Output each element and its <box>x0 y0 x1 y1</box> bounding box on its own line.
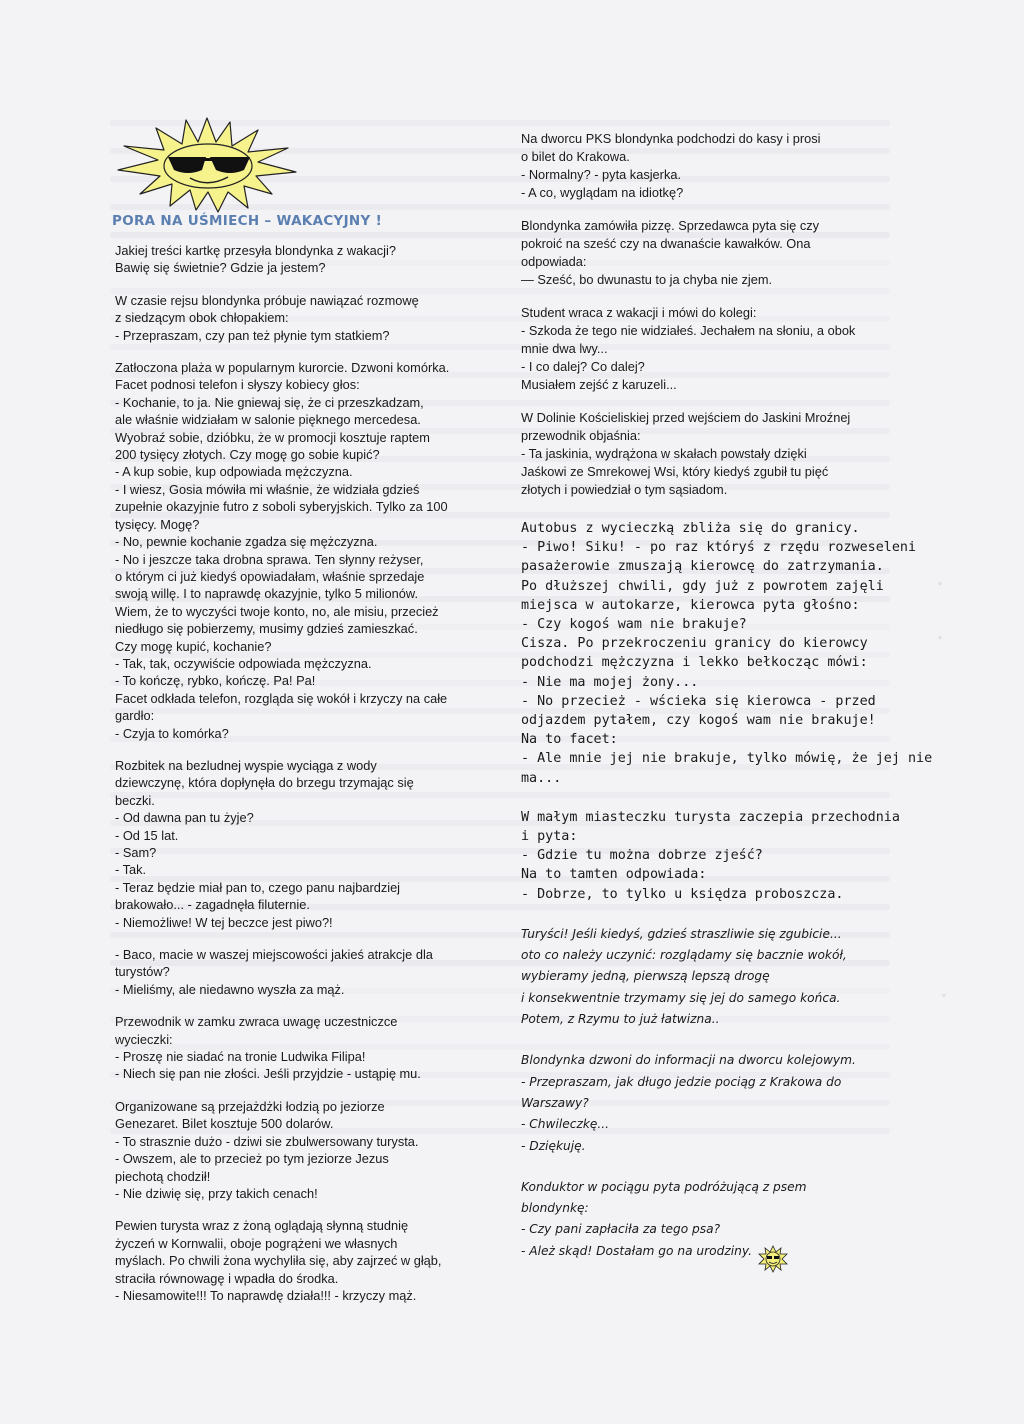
small-sun-with-sunglasses-icon <box>758 1245 788 1273</box>
text-line: ale właśnie widziałam w salonie pięknego mercedesa. <box>115 412 421 428</box>
joke-paragraph <box>115 359 480 742</box>
text-line: Jakiej treści kartkę przesyła blondynka z wakacji? <box>115 243 396 258</box>
joke-paragraph <box>521 924 881 1030</box>
text-line: pasażerowie zmuszają kierowcę do zatrzymania. <box>521 559 884 575</box>
text-line: - No, pewnie kochanie zgadza się mężczyzna. <box>115 534 378 550</box>
text-line: Blondynka dzwoni do informacji na dworcu kolejowym. <box>521 1053 856 1068</box>
text-line: Blondynka zamówiła pizzę. Sprzedawca pyta się czy <box>521 218 820 233</box>
text-line: dziewczynę, która dopłynęła do brzegu trzymając się <box>115 775 414 791</box>
text-line: Na to facet: <box>521 732 618 748</box>
text-line: - Dziękuję. <box>521 1138 586 1153</box>
text-line: swoją willę. I to naprawdę okazyjnie, tylko 5 milionów. <box>115 586 419 602</box>
text-line: W czasie rejsu blondynka próbuje nawiązać rozmowę <box>115 292 419 308</box>
text-line: beczki. <box>115 792 155 808</box>
text-line: Jaśkowi ze Smrekowej Wsi, który kiedyś zgubił tu pięć <box>521 464 829 479</box>
text-line: wybieramy jedną, pierwszą lepszą drogę <box>521 969 770 984</box>
page-title: PORA NA UŚMIECH – WAKACYJNY ! <box>112 213 383 229</box>
text-line: Konduktor w pociągu pyta podróżującą z psem <box>521 1179 807 1194</box>
text-line: turystów? <box>115 964 170 980</box>
joke-paragraph <box>521 808 900 904</box>
text-line: - A kup sobie, kup odpowiada mężczyzna. <box>115 464 353 480</box>
right-column <box>521 130 933 1262</box>
text-line: pokroić na sześć czy na dwanaście kawałków. Ona <box>521 236 811 251</box>
paragraph-gap <box>115 277 480 292</box>
text-line: — Sześć, bo dwunastu to ja chyba nie zjem. <box>521 272 773 287</box>
paragraph-gap <box>521 788 881 808</box>
margin-mark: ◦ <box>942 990 946 1002</box>
text-line: Rozbitek na bezludnej wyspie wyciąga z wody <box>115 757 377 773</box>
text-line: - Normalny? - pyta kasjerka. <box>521 167 682 182</box>
text-line: - Mieliśmy, ale niedawno wyszła za mąż. <box>115 981 345 997</box>
margin-mark: ◦ <box>938 632 942 644</box>
text-line: - Gdzie tu można dobrze zjeść? <box>521 848 763 864</box>
joke-paragraph <box>115 292 480 344</box>
text-line: Po dłuższej chwili, gdy już z powrotem zajęli <box>521 578 884 594</box>
text-line: Bawię się świetnie? Gdzie ja jestem? <box>115 260 326 276</box>
sun-with-sunglasses-icon <box>112 114 302 214</box>
text-line: - Przepraszam, jak długo jedzie pociąg z Krakowa do <box>521 1074 842 1089</box>
text-line: Potem, z Rzymu to już łatwizna.. <box>521 1012 720 1027</box>
text-line: Student wraca z wakacji i mówi do kolegi: <box>521 305 757 320</box>
text-line: złotych i powiedział o tym sąsiadom. <box>521 482 728 497</box>
paragraph-gap <box>521 202 881 217</box>
text-line: - A co, wyglądam na idiotkę? <box>521 185 684 200</box>
text-line: odjazdem pytałem, czy kogoś wam nie brakuje! <box>521 713 876 729</box>
joke-paragraph <box>115 1013 480 1083</box>
text-line: mnie dwa lwy... <box>521 341 608 356</box>
text-line: Warszawy? <box>521 1095 589 1110</box>
text-line: Wiem, że to wyczyści twoje konto, no, ale misiu, przecież <box>115 603 439 619</box>
text-line: - Proszę nie siadać na tronie Ludwika Filipa! <box>115 1049 366 1065</box>
text-line: blondynkę: <box>521 1201 589 1216</box>
text-line: i pyta: <box>521 829 578 845</box>
text-line: - Przepraszam, czy pan też płynie tym statkiem? <box>115 327 390 343</box>
text-line: - Teraz będzie miał pan to, czego panu najbardziej <box>115 879 401 895</box>
text-line: - Chwileczkę... <box>521 1117 610 1132</box>
text-line: Genezaret. Bilet kosztuje 500 dolarów. <box>115 1116 334 1132</box>
text-line: o bilet do Krakowa. <box>521 149 630 164</box>
paragraph-gap <box>521 289 881 304</box>
text-line: niedługo się pobierzemy, musimy gdzieś zamieszkać. <box>115 621 418 637</box>
text-line: - To strasznie dużo - dziwi sie zbulwersowany turysta. <box>115 1133 419 1149</box>
joke-paragraph <box>115 946 480 998</box>
text-line: W małym miasteczku turysta zaczepia przechodnia <box>521 809 900 825</box>
text-line: - No i jeszcze taka drobna sprawa. Ten słynny reżyser, <box>115 551 424 567</box>
joke-paragraph <box>115 757 480 931</box>
text-line: Organizowane są przejażdżki łodzią po jeziorze <box>115 1098 385 1114</box>
text-line: - Tak. <box>115 862 147 878</box>
text-line: Czy mogę kupić, kochanie? <box>115 638 272 654</box>
text-line: - Tak, tak, oczywiście odpowiada mężczyzna. <box>115 655 372 671</box>
text-line: przewodnik objaśnia: <box>521 428 641 443</box>
text-line: Pewien turysta wraz z żoną oglądają słynną studnię <box>115 1218 409 1234</box>
text-line: podchodzi mężczyzna i lekko bełkocząc mówi: <box>521 655 868 671</box>
text-line: wycieczki: <box>115 1031 173 1047</box>
text-line: - Od 15 lat. <box>115 827 179 843</box>
text-line: i konsekwentnie trzymamy się jej do samego końca. <box>521 990 841 1005</box>
text-line: życzeń w Kornwalii, oboje pogrążeni we własnych <box>115 1235 398 1251</box>
text-line: brakowało... - zagadnęła filuternie. <box>115 897 310 913</box>
text-line: - Niesamowite!!! To naprawdę działa!!! - krzyczy mąż. <box>115 1287 417 1303</box>
text-line: Turyści! Jeśli kiedyś, gdzieś straszliwie się zgubicie... <box>521 926 842 941</box>
text-line: - Ta jaskinia, wydrążona w skałach powstały dzięki <box>521 446 807 461</box>
text-line: - Niech się pan nie złości. Jeśli przyjdzie - ustąpię mu. <box>115 1066 421 1082</box>
text-line: - Nie dziwię się, przy takich cenach! <box>115 1185 318 1201</box>
text-line: - Baco, macie w waszej miejscowości jakieś atrakcje dla <box>115 947 433 963</box>
paragraph-gap <box>115 742 480 757</box>
text-line: - Nie ma mojej żony... <box>521 674 699 690</box>
text-line: Na dworcu PKS blondynka podchodzi do kasy i prosi <box>521 131 821 146</box>
text-line: - Owszem, ale to przecież po tym jeziorze Jezus <box>115 1151 389 1167</box>
text-line: Przewodnik w zamku zwraca uwagę uczestniczce <box>115 1014 398 1030</box>
text-line: - I co dalej? Co dalej? <box>521 359 645 374</box>
paragraph-gap <box>521 394 881 409</box>
text-line: Cisza. Po przekroczeniu granicy do kierowcy <box>521 636 868 652</box>
text-line: - No przecież - wścieka się kierowca - przed <box>521 693 876 709</box>
text-line: Facet podnosi telefon i słyszy kobiecy głos: <box>115 377 360 393</box>
margin-mark: ◦ <box>938 578 942 590</box>
text-line: 200 tysięcy złotych. Czy mogę go sobie kupić? <box>115 447 380 463</box>
text-line: Facet odkłada telefon, rozgląda się wokół i krzyczy na całe <box>115 690 448 706</box>
text-line: - Niemożliwe! W tej beczce jest piwo?! <box>115 914 333 930</box>
text-line: Autobus z wycieczką zbliża się do granicy. <box>521 521 860 536</box>
paragraph-gap <box>521 1030 881 1050</box>
text-line: tysięcy. Mogę? <box>115 516 200 532</box>
text-line: - Szkoda że tego nie widziałeś. Jechałem na słoniu, a obok <box>521 323 856 338</box>
joke-paragraph <box>521 130 881 202</box>
text-line: - I wiesz, Gosia mówiła mi właśnie, że widziała gdzieś <box>115 481 420 497</box>
paragraph-gap <box>115 344 480 359</box>
joke-paragraph <box>115 242 480 277</box>
text-line: odpowiada: <box>521 254 587 269</box>
left-column <box>115 242 480 1304</box>
text-line: - Od dawna pan tu żyje? <box>115 810 254 826</box>
paragraph-gap <box>521 499 881 519</box>
joke-paragraph <box>521 519 933 788</box>
text-line: oto co należy uczynić: rozglądamy się bacznie wokół, <box>521 948 847 963</box>
joke-paragraph <box>521 304 881 394</box>
text-line: - Czyja to komórka? <box>115 725 229 741</box>
paragraph-gap <box>115 931 480 946</box>
text-line: miejsca w autokarze, kierowca pyta głośno: <box>521 597 860 613</box>
text-line: z siedzącym obok chłopakiem: <box>115 310 289 326</box>
joke-paragraph <box>521 1177 881 1262</box>
text-line: - Czy pani zapłaciła za tego psa? <box>521 1222 721 1237</box>
text-line: - Piwo! Siku! - po raz któryś z rzędu rozweseleni <box>521 540 917 556</box>
text-line: - Czy kogoś wam nie brakuje? <box>521 617 747 633</box>
text-line: - Ależ skąd! Dostałam go na urodziny. <box>521 1243 752 1258</box>
joke-paragraph <box>521 217 881 289</box>
paragraph-gap <box>521 1157 881 1177</box>
text-line: - Sam? <box>115 845 157 860</box>
paragraph-gap <box>115 1202 480 1217</box>
paragraph-gap <box>115 1083 480 1098</box>
text-line: myślach. Po chwili żona wychyliła się, aby zajrzeć w głąb, <box>115 1253 442 1269</box>
text-line: W Dolinie Kościeliskiej przed wejściem do Jaskini Mroźnej <box>521 410 851 425</box>
text-line: piechotą chodził! <box>115 1168 211 1184</box>
text-line: - Dobrze, to tylko u księdza proboszcza. <box>521 886 844 902</box>
paragraph-gap <box>521 904 881 924</box>
text-line: Wyobraź sobie, dzióbku, że w promocji kosztuje raptem <box>115 429 430 445</box>
joke-paragraph <box>521 409 881 499</box>
text-line: Musiałem zejść z karuzeli... <box>521 377 677 392</box>
joke-paragraph <box>115 1098 480 1202</box>
text-line: - To kończę, rybko, kończę. Pa! Pa! <box>115 673 316 689</box>
text-line: Na to tamten odpowiada: <box>521 867 707 883</box>
joke-paragraph <box>115 1217 480 1304</box>
joke-paragraph <box>521 1050 881 1156</box>
text-line: gardło: <box>115 708 155 724</box>
text-line: Zatłoczona plaża w popularnym kurorcie. Dzwoni komórka. <box>115 360 450 376</box>
text-line: ma... <box>521 770 562 786</box>
text-line: - Kochanie, to ja. Nie gniewaj się, że ci przeszkadzam, <box>115 394 424 410</box>
text-line: straciła równowagę i wpadła do środka. <box>115 1270 339 1286</box>
text-line: zupełnie okazyjnie futro z soboli syberyjskich. Tylko za 100 <box>115 499 448 515</box>
paragraph-gap <box>115 998 480 1013</box>
text-line: - Ale mnie jej nie brakuje, tylko mówię, że jej nie <box>521 751 933 767</box>
text-line: o którym ci już kiedyś opowiadałam, właśnie sprzedaje <box>115 568 425 584</box>
